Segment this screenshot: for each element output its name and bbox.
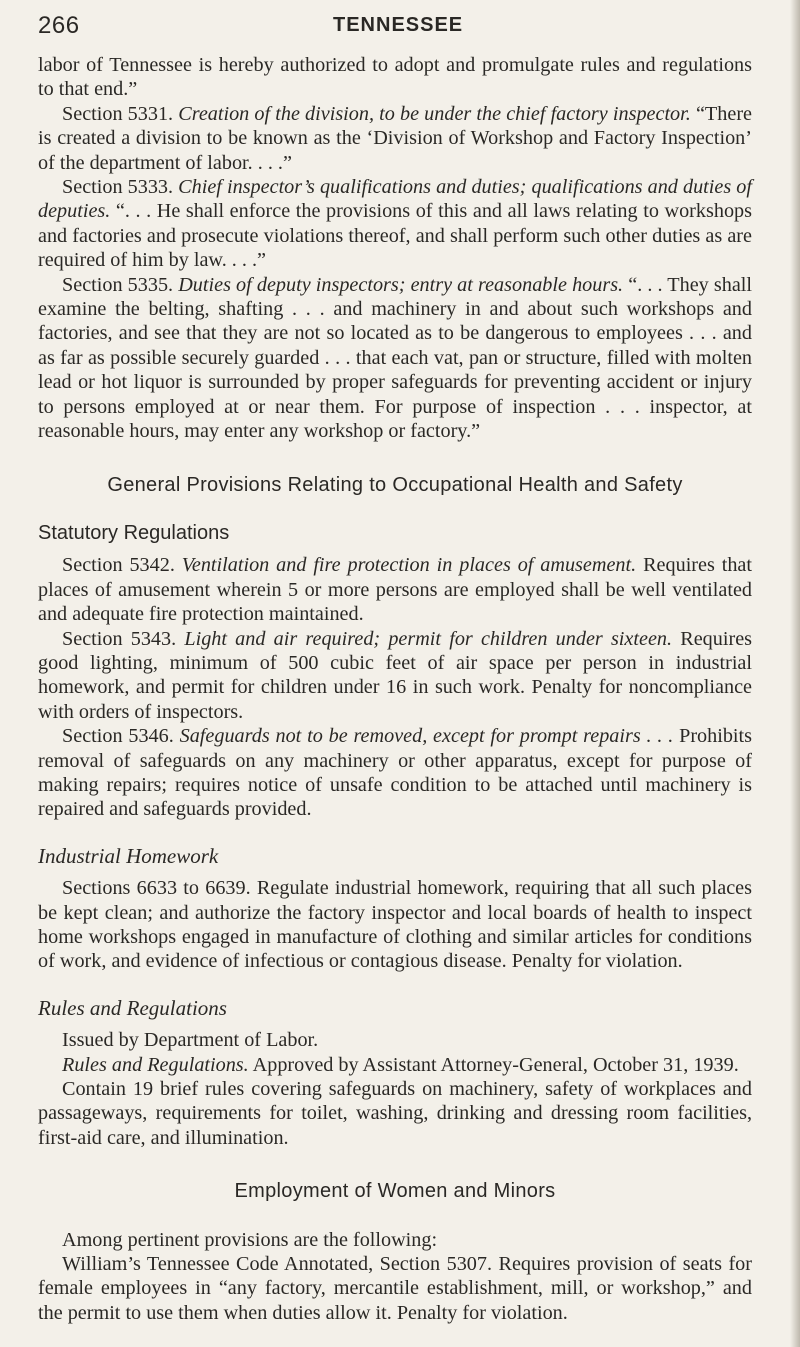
page-number: 266 — [38, 12, 80, 39]
section-5342 — [38, 553, 752, 626]
employment-intro: Among pertinent provisions are the following: — [62, 1228, 438, 1251]
section-heading: Chief inspector’s qualifications and duties; qualifications and duties of deputies. — [38, 176, 752, 223]
general-provisions-heading: General Provisions Relating to Occupational Health and Safety — [107, 473, 683, 496]
section-5331 — [38, 102, 752, 175]
section-heading: Safeguards not to be removed, except for prompt repairs . . . — [179, 725, 674, 748]
rules-approval — [38, 1053, 752, 1077]
section-heading: Creation of the division, to be under the chief factory inspector. — [178, 102, 691, 125]
section-5333 — [38, 175, 752, 273]
rules-contents: Contain 19 brief rules covering safeguards on machinery, safety of workplaces and passageways, requirements for toilet, washing, drinking and dressing room facilities, first-aid care, and illumination. — [38, 1078, 752, 1149]
section-5343 — [38, 627, 752, 725]
section-number: Section 5335. — [62, 273, 174, 296]
page-header — [38, 6, 762, 42]
section-text: Prohibits removal of safeguards on any machinery or other apparatus, except for purpose of making repairs; requires notice of unsafe condition to be attached until machinery is repaired and safeguards provided. — [38, 725, 753, 821]
page-edge-shadow — [790, 0, 800, 1347]
rules-approval-text: Approved by Assistant Attorney-General, October 31, 1939. — [252, 1053, 739, 1076]
industrial-homework-heading: Industrial Homework — [38, 843, 219, 868]
page-body — [38, 53, 752, 1325]
rules-issued-line: Issued by Department of Labor. — [62, 1029, 319, 1052]
rules-lead: Rules and Regulations. — [62, 1053, 249, 1076]
section-number: Section 5333. — [62, 176, 174, 199]
paragraph-continuation: labor of Tennessee is hereby authorized to adopt and promulgate rules and regulations to that end.” — [38, 54, 752, 101]
section-number: Section 5343. — [62, 627, 177, 650]
employment-section-5307: William’s Tennessee Code Annotated, Section 5307. Requires provision of seats for female employees in “any factory, mercantile establishment, mill, or workshop,” and the permit to use them when duties allow it. Penalty for violation. — [38, 1253, 752, 1324]
section-5346 — [38, 724, 752, 822]
section-text: “There is created a division to be known as the ‘Division of Workshop and Factory Inspection’ of the department of labor. . . .” — [38, 102, 752, 174]
running-head: TENNESSEE — [333, 14, 464, 36]
section-heading: Light and air required; permit for children under sixteen. — [184, 627, 673, 650]
statutory-regulations-heading: Statutory Regulations — [38, 521, 230, 544]
section-number: Section 5346. — [62, 725, 174, 748]
section-heading: Duties of deputy inspectors; entry at reasonable hours. — [178, 273, 624, 296]
rules-regulations-heading: Rules and Regulations — [38, 995, 227, 1020]
section-text: “. . . He shall enforce the provisions of this and all laws relating to workshops and factories and prosecute violations thereof, and shall perform such other duties as are required of him by law. . . .” — [38, 200, 752, 272]
section-text: Requires that places of amusement wherein 5 or more persons are employed shall be well ventilated and adequate fire protection maintained. — [38, 554, 753, 626]
section-number: Section 5331. — [62, 102, 174, 125]
homework-paragraph: Sections 6633 to 6639. Regulate industrial homework, requiring that all such places be kept clean; and authorize the factory inspector and local boards of health to inspect home workshops engaged in manufacture of clothing and similar articles for conditions of work, and evidence of infectious or contagious disease. Penalty for violation. — [38, 877, 752, 973]
section-text: “. . . They shall examine the belting, shafting . . . and machinery in and about such workshops and factories, and see that they are not so located as to be dangerous to employees . . . and as far as possible securely guarded . . . that each vat, pan or structure, filled with molten lead or hot liquor is surrounded by proper safeguards for preventing accident or injury to persons employed at or near them. For purpose of inspection . . . inspector, at reasonable hours, may enter any workshop or factory.” — [38, 273, 753, 443]
section-text: Requires good lighting, minimum of 500 cubic feet of air space per person in industrial homework, and permit for children under 16 in such work. Penalty for noncompliance with orders of inspectors. — [38, 627, 753, 723]
section-heading: Ventilation and fire protection in places of amusement. — [181, 554, 637, 577]
section-5335 — [38, 273, 752, 444]
section-number: Section 5342. — [62, 554, 175, 577]
employment-women-minors-heading: Employment of Women and Minors — [234, 1180, 556, 1203]
